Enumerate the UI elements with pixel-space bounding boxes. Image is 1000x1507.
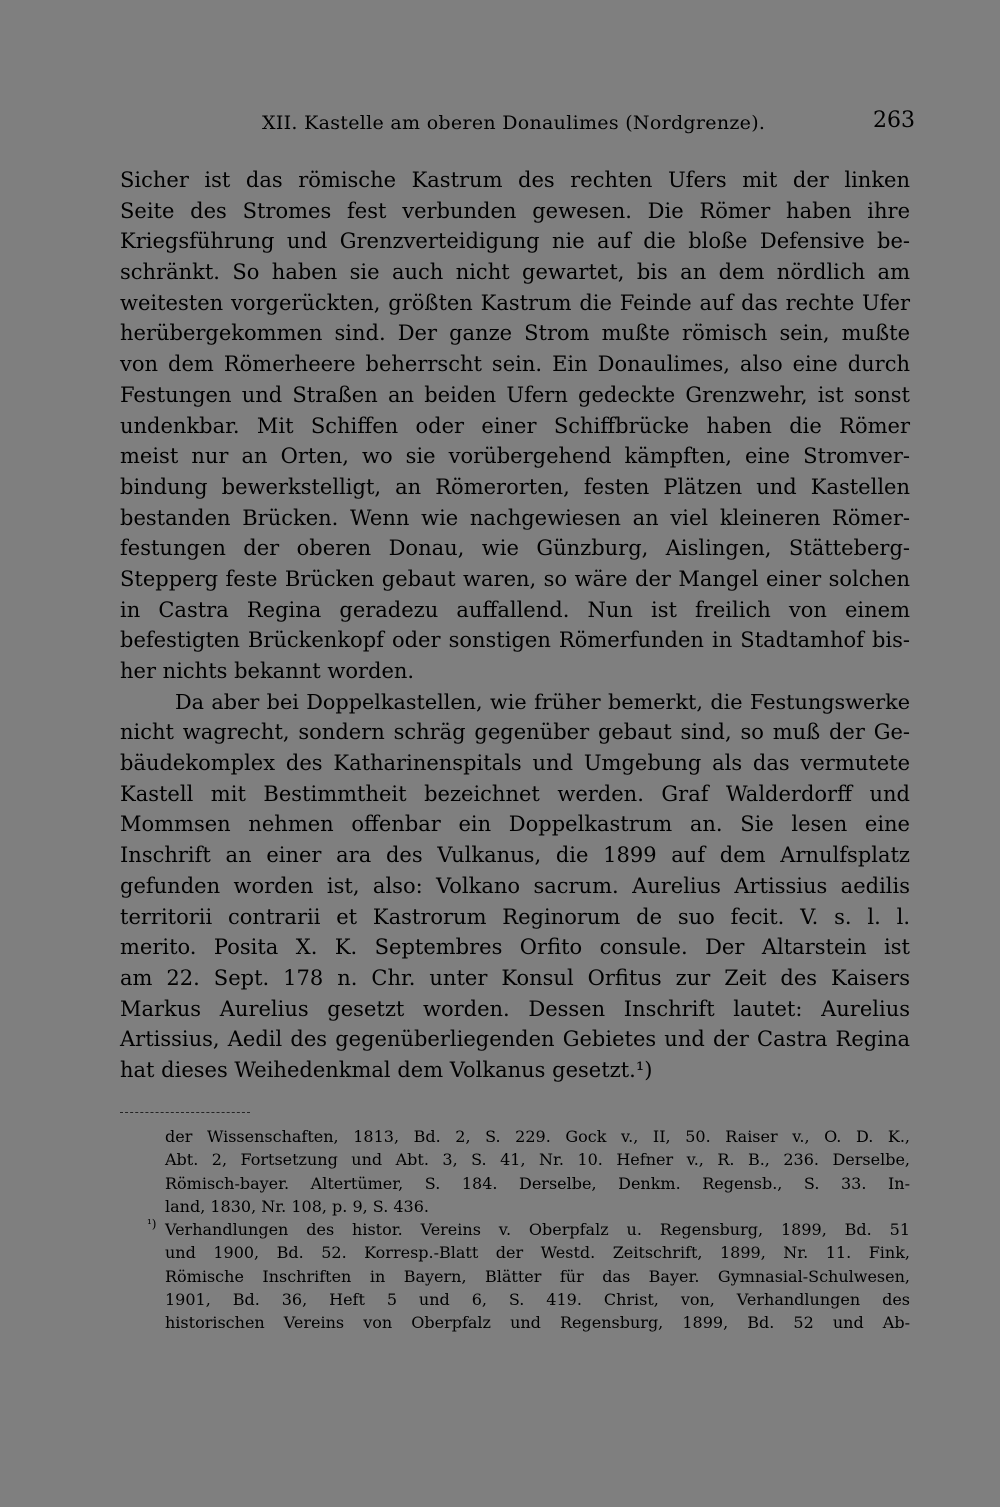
text-line: in Castra Regina geradezu auffallend. Nun ist freilich von einem [120,597,910,622]
text-line: bindung bewerkstelligt, an Römerorten, festen Plätzen und Kastellen [120,474,910,499]
text-line: territorii contrarii et Kastrorum Reginorum de suo fecit. V. s. l. l. [120,904,910,929]
text-line: her nichts bekannt worden. [120,659,415,683]
text-line: von dem Römerheere beherrscht sein. Ein Donaulimes, also eine durch [120,352,910,377]
footnote-text: Verhandlungen des histor. Vereins v. Oberpfalz u. Regensburg, 1899, Bd. 51 [165,1220,910,1240]
text-line: merito. Posita X. K. Septembres Orfito consule. Der Altarstein ist [120,935,910,960]
text-line: Kastell mit Bestimmtheit bezeichnet werden. Graf Walderdorff und [120,781,910,806]
footnote-divider [120,1112,250,1113]
text-line: Sicher ist das römische Kastrum des rechten Ufers mit der linken [120,168,910,192]
page-header [262,108,915,148]
text-line: gefunden worden ist, also: Volkano sacrum. Aurelius Artissius aedilis [120,873,910,898]
footnote-line: Römische Inschriften in Bayern, Blätter für das Bayer. Gymnasial-Schulwesen, [165,1266,910,1286]
footnote-line: und 1900, Bd. 52. Korresp.-Blatt der Westd. Zeitschrift, 1899, Nr. 11. Fink, [165,1243,910,1263]
text-line: Artissius, Aedil des gegenüberliegenden Gebietes und der Castra Regina [120,1027,910,1052]
text-line: weitesten vorgerückten, größten Kastrum die Feinde auf das rechte Ufer [120,290,910,315]
footnotes [147,1125,910,1335]
text-line: befestigten Brückenkopf oder sonstigen Römerfunden in Stadtamhof bis- [120,628,910,653]
text-line: festungen der oberen Donau, wie Günzburg, Aislingen, Stätteberg- [120,536,910,561]
text-line: herübergekommen sind. Der ganze Strom mußte römisch sein, mußte [120,321,910,346]
text-line: Kriegsführung und Grenzverteidigung nie auf die bloße Defensive be- [120,229,910,254]
text-line: Festungen und Straßen an beiden Ufern gedeckte Grenzwehr, ist sonst [120,382,910,407]
footnote-1-first-line [147,1217,910,1241]
footnote-line: Abt. 2, Fortsetzung und Abt. 3, S. 41, Nr. 10. Hefner v., R. B., 236. Derselbe, [165,1150,910,1170]
text-line: Mommsen nehmen offenbar ein Doppelkastrum an. Sie lesen eine [120,812,910,837]
text-line: nicht wagrecht, sondern schräg gegenüber gebaut sind, so muß der Ge- [120,720,910,745]
running-head: XII. Kastelle am oberen Donaulimes (Nordgrenze). [262,112,766,134]
footnote-line: Römisch-bayer. Altertümer, S. 184. Derselbe, Denkm. Regensb., S. 33. In- [165,1173,910,1193]
text-line: Seite des Stromes fest verbunden gewesen. Die Römer haben ihre [120,198,910,223]
text-line: bestanden Brücken. Wenn wie nachgewiesen an viel kleineren Römer- [120,505,910,530]
footnote-line: 1901, Bd. 36, Heft 5 und 6, S. 419. Christ, von, Verhandlungen des [165,1290,910,1310]
footnote-line: der Wissenschaften, 1813, Bd. 2, S. 229. Gock v., II, 50. Raiser v., O. D. K., [165,1127,910,1146]
text-line: hat dieses Weihedenkmal dem Volkanus gesetzt.¹) [120,1057,653,1082]
body-text [120,165,910,1086]
text-line: bäudekomplex des Katharinenspitals und Umgebung als das vermutete [120,751,910,776]
text-line: am 22. Sept. 178 n. Chr. unter Konsul Orfitus zur Zeit des Kaisers [120,965,910,990]
text-line: schränkt. So haben sie auch nicht gewartet, bis an dem nördlich am [120,260,910,285]
text-line: Inschrift an einer ara des Vulkanus, die 1899 auf dem Arnulfsplatz [120,843,910,868]
text-line: undenkbar. Mit Schiffen oder einer Schiffbrücke haben die Römer [120,413,910,438]
footnote-line: land, 1830, Nr. 108, p. 9, S. 436. [165,1196,429,1216]
footnote-marker: ¹) [147,1217,157,1232]
text-line: meist nur an Orten, wo sie vorübergehend kämpften, eine Stromver- [120,444,910,469]
paragraph-start-line: Da aber bei Doppelkastellen, wie früher bemerkt, die Festungswerke [175,689,910,714]
text-line: Stepperg feste Brücken gebaut waren, so wäre der Mangel einer solchen [120,566,910,591]
text-line: Markus Aurelius gesetzt worden. Dessen Inschrift lautet: Aurelius [120,996,910,1021]
footnote-line: historischen Vereins von Oberpfalz und Regensburg, 1899, Bd. 52 und Ab- [165,1313,910,1333]
page-number: 263 [873,108,915,133]
